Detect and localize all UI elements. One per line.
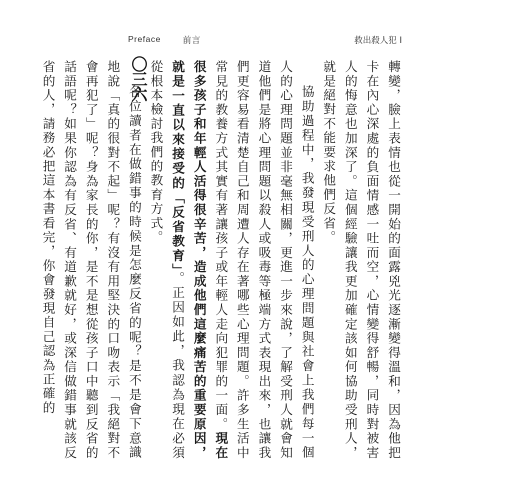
paragraph-text: 各位讀者在做錯事的時候是怎麼反省的呢？是不是會下意識地說「真的很對不起」呢？有沒有用堅決的口吻表示「我絕對不會再犯了」呢？身為家長的你，是不是想從孩子口中聽到反省的話語呢？如果你認為有反省、有道歉就好，或深信做錯事就該反省的人，請務必把這本書看完，你會發現自己認為正確的 [40, 60, 142, 460]
page-number: 〇三六 [129, 56, 148, 101]
section-title-zh: 前言 [182, 35, 201, 45]
paragraph [145, 60, 318, 460]
running-header-book-title: 救出殺人犯 I [354, 36, 402, 46]
paragraph [318, 60, 404, 460]
running-header-section [128, 34, 201, 46]
paragraph-text: 。正因如此，我認為現在必須從根本檢討我們的教育方式。 [148, 60, 186, 460]
emphasized-text: 現在很多孩子和年輕人活得很辛苦，造成他們這麼痛苦的重要原因，就是一直以來接受的「反省教育」 [170, 60, 229, 461]
section-title-en: Preface [128, 34, 161, 44]
paragraph [37, 60, 145, 460]
paragraph-text: 轉變，臉上表情也從一開始的面露兇光逐漸變得溫和，因為他把卡在內心深處的負面情感一吐而空，心情變得舒暢，同時對被害人的悔意也加深了。這個經驗讓我更加確定該如何協助受刑人，就是絕對不能要求他們反省。 [321, 60, 401, 460]
paragraph-text: 協助過程中，我發現受刑人的心理問題與社會上我們每一個人的心理問題並非毫無相關，更進一步來說，了解受刑人就會知道他們是將心理問題以殺人或吸毒等極端方式表現出來，也讓我們更容易看清楚自己和周遭人存在著哪些心理問題。許多生活中常見的教養方式其實有著讓孩子或年輕人走向犯罪的一面。 [213, 60, 315, 460]
